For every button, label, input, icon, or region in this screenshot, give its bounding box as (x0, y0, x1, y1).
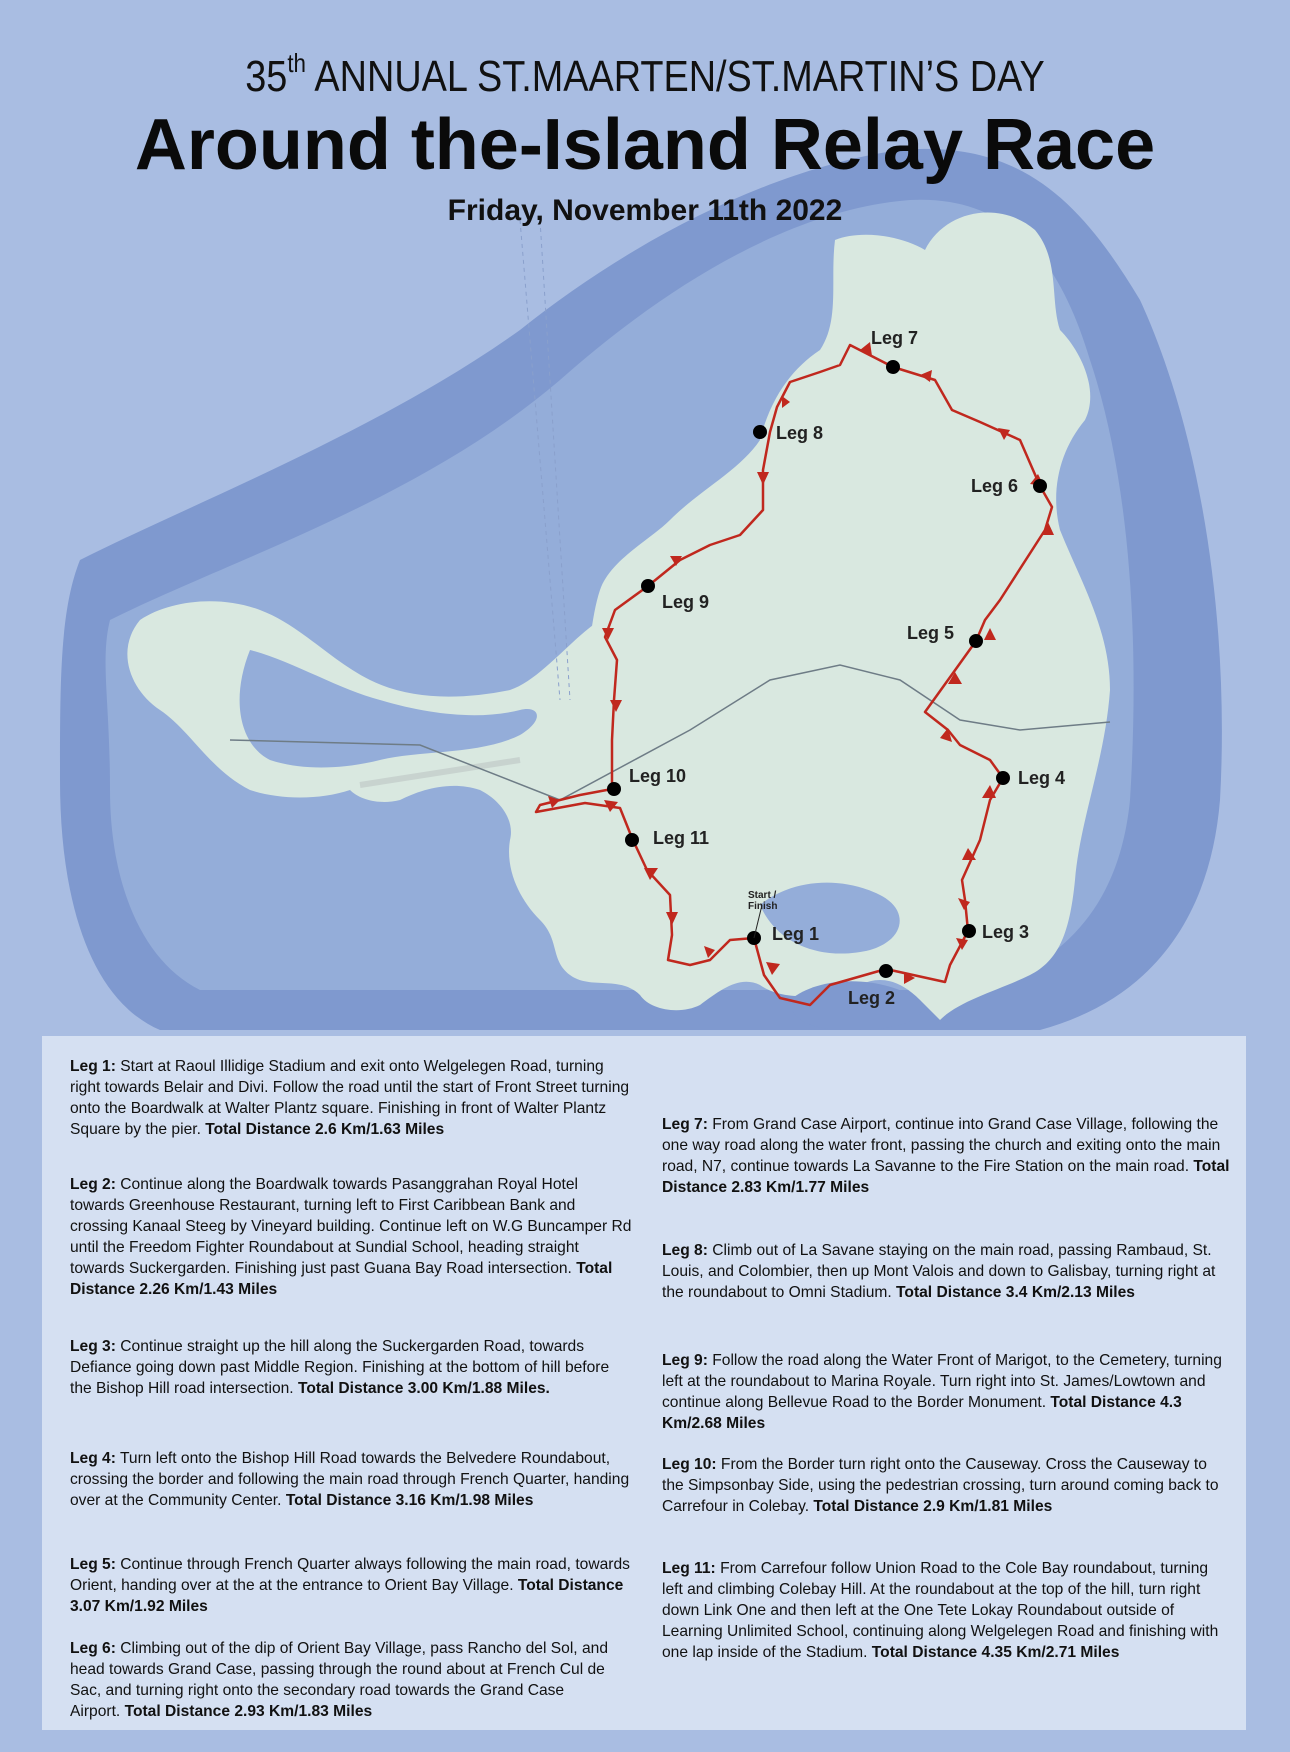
marker-leg-11 (625, 833, 639, 847)
map-label-leg-5: Leg 5 (907, 623, 955, 643)
marker-leg-5 (969, 634, 983, 648)
marker-leg-3 (962, 924, 976, 938)
leg-5-description: Leg 5: Continue through French Quarter always following the main road, towards Orient, handing over at the at the entrance to Orient Bay Village. Total Distance 3.07 Km/1.92 Miles (70, 1556, 630, 1615)
marker-leg-2 (879, 964, 893, 978)
leg-4-description: Leg 4: Turn left onto the Bishop Hill Road towards the Belvedere Roundabout, crossing the border and following the main road through French Quarter, handing over at the Community Center. Total Distance 3.16 Km/1.98 Miles (70, 1450, 630, 1509)
map-label-leg-1: Leg 1 (772, 924, 820, 944)
map-label-leg-7: Leg 7 (871, 328, 919, 348)
leg-10-description: Leg 10: From the Border turn right onto the Causeway. Cross the Causeway to the Simpsonbay Side, using the pedestrian crossing, turn around coming back to Carrefour in Colebay. Total Distance 2.9 Km/1.81 Miles (662, 1456, 1219, 1515)
marker-leg-4 (996, 771, 1010, 785)
leg-9-description: Leg 9: Follow the road along the Water Front of Marigot, to the Cemetery, turning left at the roundabout to Marina Royale. Turn right into St. James/Lowtown and continue along Bellevue Road to the Border Monument. Total Distance 4.3 Km/2.68 Miles (662, 1352, 1222, 1432)
start-finish-label: Start / Finish (748, 890, 778, 912)
map-label-leg-8: Leg 8 (776, 423, 824, 443)
leg-descriptions-panel (42, 1036, 1246, 1730)
leg-11-description: Leg 11: From Carrefour follow Union Road to the Cole Bay roundabout, turning left and climbing Colebay Hill. At the roundabout at the top of the hill, turn right down Link One and then left at the One Tete Lokay Roundabout outside of Learning Unlimited School, continuing along Welgelegen Road and finishing with one lap inside of the Stadium. Total Distance 4.35 Km/2.71 Miles (662, 1560, 1219, 1661)
marker-leg-10 (607, 782, 621, 796)
map-label-leg-2: Leg 2 (848, 988, 896, 1008)
leg-1-description: Leg 1: Start at Raoul Illidige Stadium and exit onto Welgelegen Road, turning right towards Belair and Divi. Follow the road until the start of Front Street turning onto the Boardwalk at Walter Plantz square. Finishing in front of Walter Plantz Square by the pier. Total Distance 2.6 Km/1.63 Miles (70, 1058, 630, 1138)
leg-8-description: Leg 8: Climb out of La Savane staying on the main road, passing Rambaud, St. Louis, and Colombier, then up Mont Valois and down to Galisbay, turning right at the roundabout to Omni Stadium. Total Distance 3.4 Km/2.13 Miles (662, 1242, 1216, 1301)
leg-6-description-main: Leg 6: Climbing out of the dip of Orient Bay Village, pass Rancho del Sol, and head towards Grand Case, passing through the round about at French Cul de Sac, and turning right onto the secondary road towards the Grand Case Airport. Total Distance 2.93 Km/1.83 Miles (70, 1640, 608, 1720)
marker-leg-7 (886, 360, 900, 374)
page-title: Around the-Island Relay Race (134, 105, 1156, 185)
map-label-leg-11: Leg 11 (653, 828, 710, 848)
header-subtitle: 35th ANNUAL ST.MAARTEN/ST.MARTIN’S DAY (245, 48, 1045, 101)
map-label-leg-4: Leg 4 (1018, 768, 1066, 788)
map-label-leg-6: Leg 6 (971, 476, 1019, 496)
leg-2-description: Leg 2: Continue along the Boardwalk towards Pasanggrahan Royal Hotel towards Greenhouse Restaurant, turning left to First Caribbean Bank and crossing Kanaal Steeg by Vineyard building. Continue left on W.G Buncamper Rd until the Freedom Fighter Roundabout at Sundial School, heading straight towards Suckergarden. Finishing just past Guana Bay Road intersection. Total Distance 2.26 Km/1.43 Miles (70, 1176, 632, 1298)
map-label-leg-3: Leg 3 (982, 922, 1030, 942)
leg-7-description: Leg 7: From Grand Case Airport, continue into Grand Case Village, following the one way road along the water front, passing the church and exiting onto the main road, N7, continue towards La Savanne to the Fire Station on the main road. Total Distance 2.83 Km/1.77 Miles (662, 1116, 1230, 1196)
event-date: Friday, November 11th 2022 (447, 194, 843, 227)
map-label-leg-10: Leg 10 (629, 766, 687, 786)
marker-leg-9 (641, 579, 655, 593)
marker-leg-6 (1033, 479, 1047, 493)
marker-leg-8 (753, 425, 767, 439)
leg-3-description: Leg 3: Continue straight up the hill along the Suckergarden Road, towards Defiance going down past Middle Region. Finishing at the bottom of hill before the Bishop Hill road intersection. Total Distance 3.00 Km/1.88 Miles. (70, 1338, 610, 1397)
map-label-leg-9: Leg 9 (662, 592, 710, 612)
